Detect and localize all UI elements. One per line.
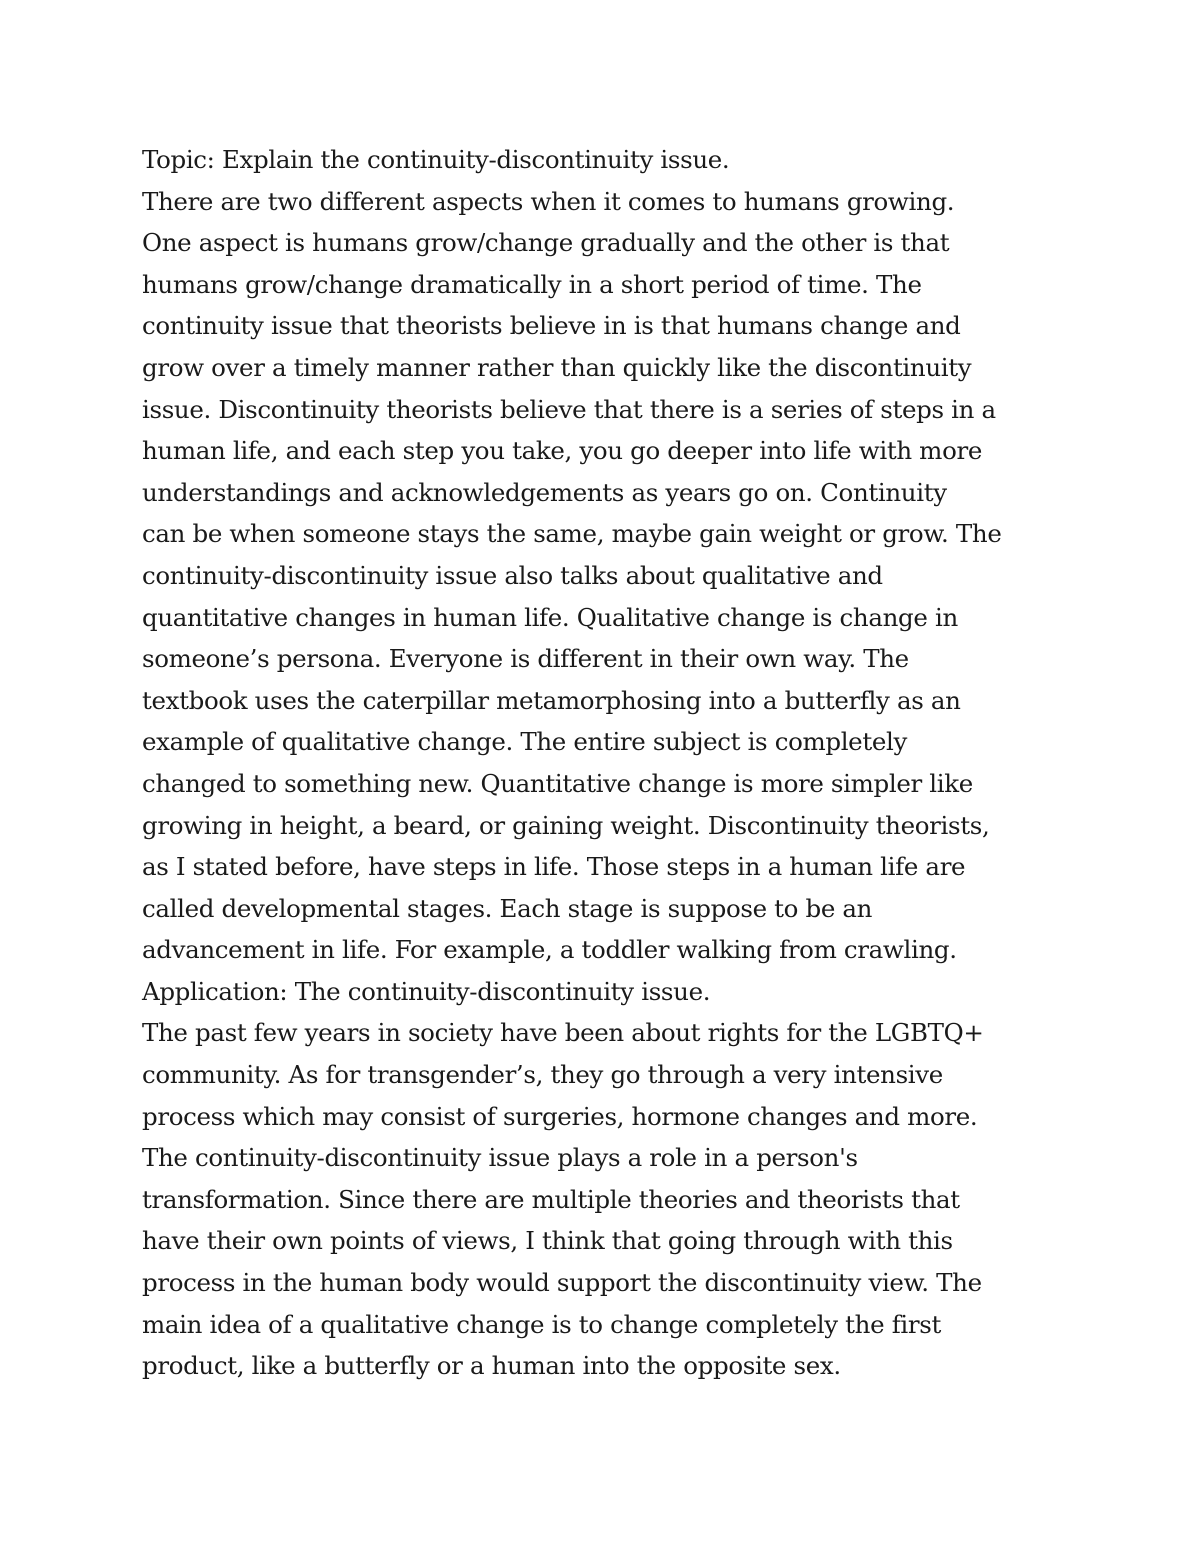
text-line: have their own points of views, I think that going through with this [142, 1226, 953, 1256]
text-line: understandings and acknowledgements as years go on. Continuity [142, 477, 947, 507]
text-line: changed to something new. Quantitative change is more simpler like [142, 768, 973, 798]
text-line-application: Application: The continuity-discontinuity issue. [142, 976, 711, 1006]
text-line: main idea of a qualitative change is to change completely the first [142, 1309, 941, 1339]
text-line: One aspect is humans grow/change gradually and the other is that [142, 228, 950, 258]
text-line: quantitative changes in human life. Qualitative change is change in [142, 602, 958, 632]
text-line: continuity-discontinuity issue also talks about qualitative and [142, 560, 883, 590]
text-line: called developmental stages. Each stage is suppose to be an [142, 893, 873, 923]
text-line: process which may consist of surgeries, hormone changes and more. [142, 1101, 978, 1131]
text-line: growing in height, a beard, or gaining weight. Discontinuity theorists, [142, 810, 990, 840]
text-line: humans grow/change dramatically in a short period of time. The [142, 269, 922, 299]
text-line: product, like a butterfly or a human into the opposite sex. [142, 1351, 841, 1381]
text-line: The continuity-discontinuity issue plays a role in a person's [142, 1143, 858, 1173]
text-line: example of qualitative change. The entire subject is completely [142, 727, 907, 757]
text-line: issue. Discontinuity theorists believe that there is a series of steps in a [142, 394, 996, 424]
text-line-topic: Topic: Explain the continuity-discontinuity issue. [142, 145, 730, 174]
text-line: There are two different aspects when it comes to humans growing. [142, 186, 955, 216]
text-line: can be when someone stays the same, maybe gain weight or grow. The [142, 519, 1002, 549]
text-line: as I stated before, have steps in life. Those steps in a human life are [142, 852, 966, 882]
text-line: grow over a timely manner rather than quickly like the discontinuity [142, 352, 972, 382]
text-line: advancement in life. For example, a toddler walking from crawling. [142, 935, 957, 965]
text-line: someone’s persona. Everyone is different in their own way. The [142, 644, 909, 674]
text-line: process in the human body would support the discontinuity view. The [142, 1268, 982, 1298]
text-line: The past few years in society have been about rights for the LGBTQ+ [142, 1018, 984, 1048]
document-body [142, 139, 1082, 1387]
text-line: transformation. Since there are multiple theories and theorists that [142, 1184, 960, 1214]
text-line: textbook uses the caterpillar metamorphosing into a butterfly as an [142, 685, 961, 715]
text-line: continuity issue that theorists believe in is that humans change and [142, 311, 961, 341]
text-line: community. As for transgender’s, they go through a very intensive [142, 1060, 943, 1090]
text-line: human life, and each step you take, you go deeper into life with more [142, 436, 982, 466]
